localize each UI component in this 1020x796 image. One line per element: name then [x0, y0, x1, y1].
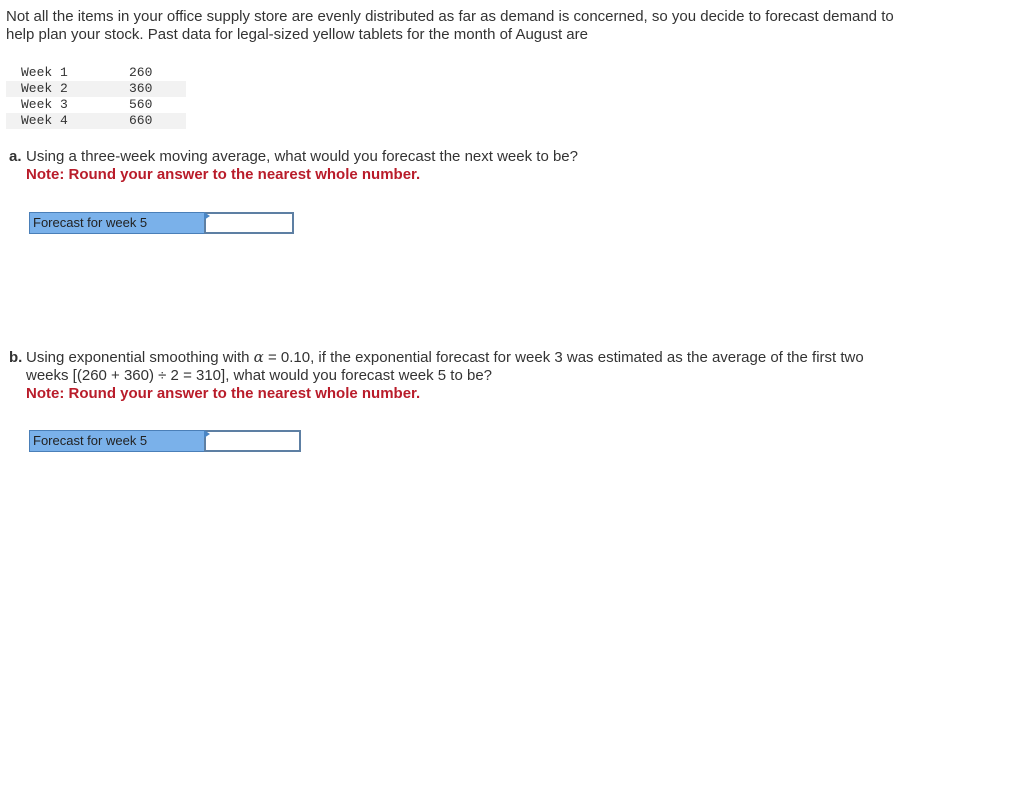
forecast-week5-input-a[interactable] [204, 212, 294, 234]
question-a-text [9, 148, 969, 166]
week-cell: Week 4 [6, 113, 129, 129]
problem-intro [6, 8, 966, 44]
week-cell: Week 2 [6, 81, 129, 97]
question-a-prompt: Using a three-week moving average, what would you forecast the next week to be? [26, 148, 578, 165]
week-cell: Week 1 [21, 65, 68, 80]
table-row [6, 113, 186, 129]
question-a-note: Note: Round your answer to the nearest whole number. [26, 166, 421, 183]
value-cell: 560 [129, 97, 153, 112]
question-b-text [9, 348, 969, 367]
answer-a-input-wrap [204, 212, 294, 234]
answer-b-label: Forecast for week 5 [29, 430, 204, 452]
answer-a-label: Forecast for week 5 [29, 212, 204, 234]
question-b-prompt-2: = 0.10, if the exponential forecast for week 3 was estimated as the average of the first two [263, 349, 864, 366]
demand-data-table [6, 65, 186, 129]
question-b-note: Note: Round your answer to the nearest whole number. [26, 385, 421, 402]
cell-marker-icon [204, 430, 210, 438]
question-b-line-2: weeks [(260 + 360) ÷ 2 = 310], what would you forecast week 5 to be? [26, 367, 493, 384]
value-cell: 360 [129, 81, 186, 97]
question-b-prompt-1: Using exponential smoothing with [26, 349, 254, 366]
forecast-week5-input-b[interactable] [204, 430, 301, 452]
answer-row-b [29, 430, 301, 452]
value-cell: 260 [129, 65, 153, 80]
question-a-letter: a. [9, 148, 22, 165]
table-row [6, 81, 186, 97]
intro-line-1: Not all the items in your office supply store are evenly distributed as far as demand is concerned, so you decide to forecast demand to [6, 8, 894, 25]
table-row [6, 65, 186, 81]
question-a [9, 148, 969, 184]
table-row [6, 97, 186, 113]
value-cell: 660 [129, 113, 186, 129]
question-b [9, 348, 969, 403]
week-cell: Week 3 [21, 97, 68, 112]
intro-line-2: help plan your stock. Past data for legal-sized yellow tablets for the month of August are [6, 26, 588, 43]
cell-marker-icon [204, 212, 210, 220]
alpha-symbol: α [253, 348, 264, 366]
question-b-letter: b. [9, 349, 23, 366]
answer-row-a [29, 212, 294, 234]
answer-b-input-wrap [204, 430, 301, 452]
